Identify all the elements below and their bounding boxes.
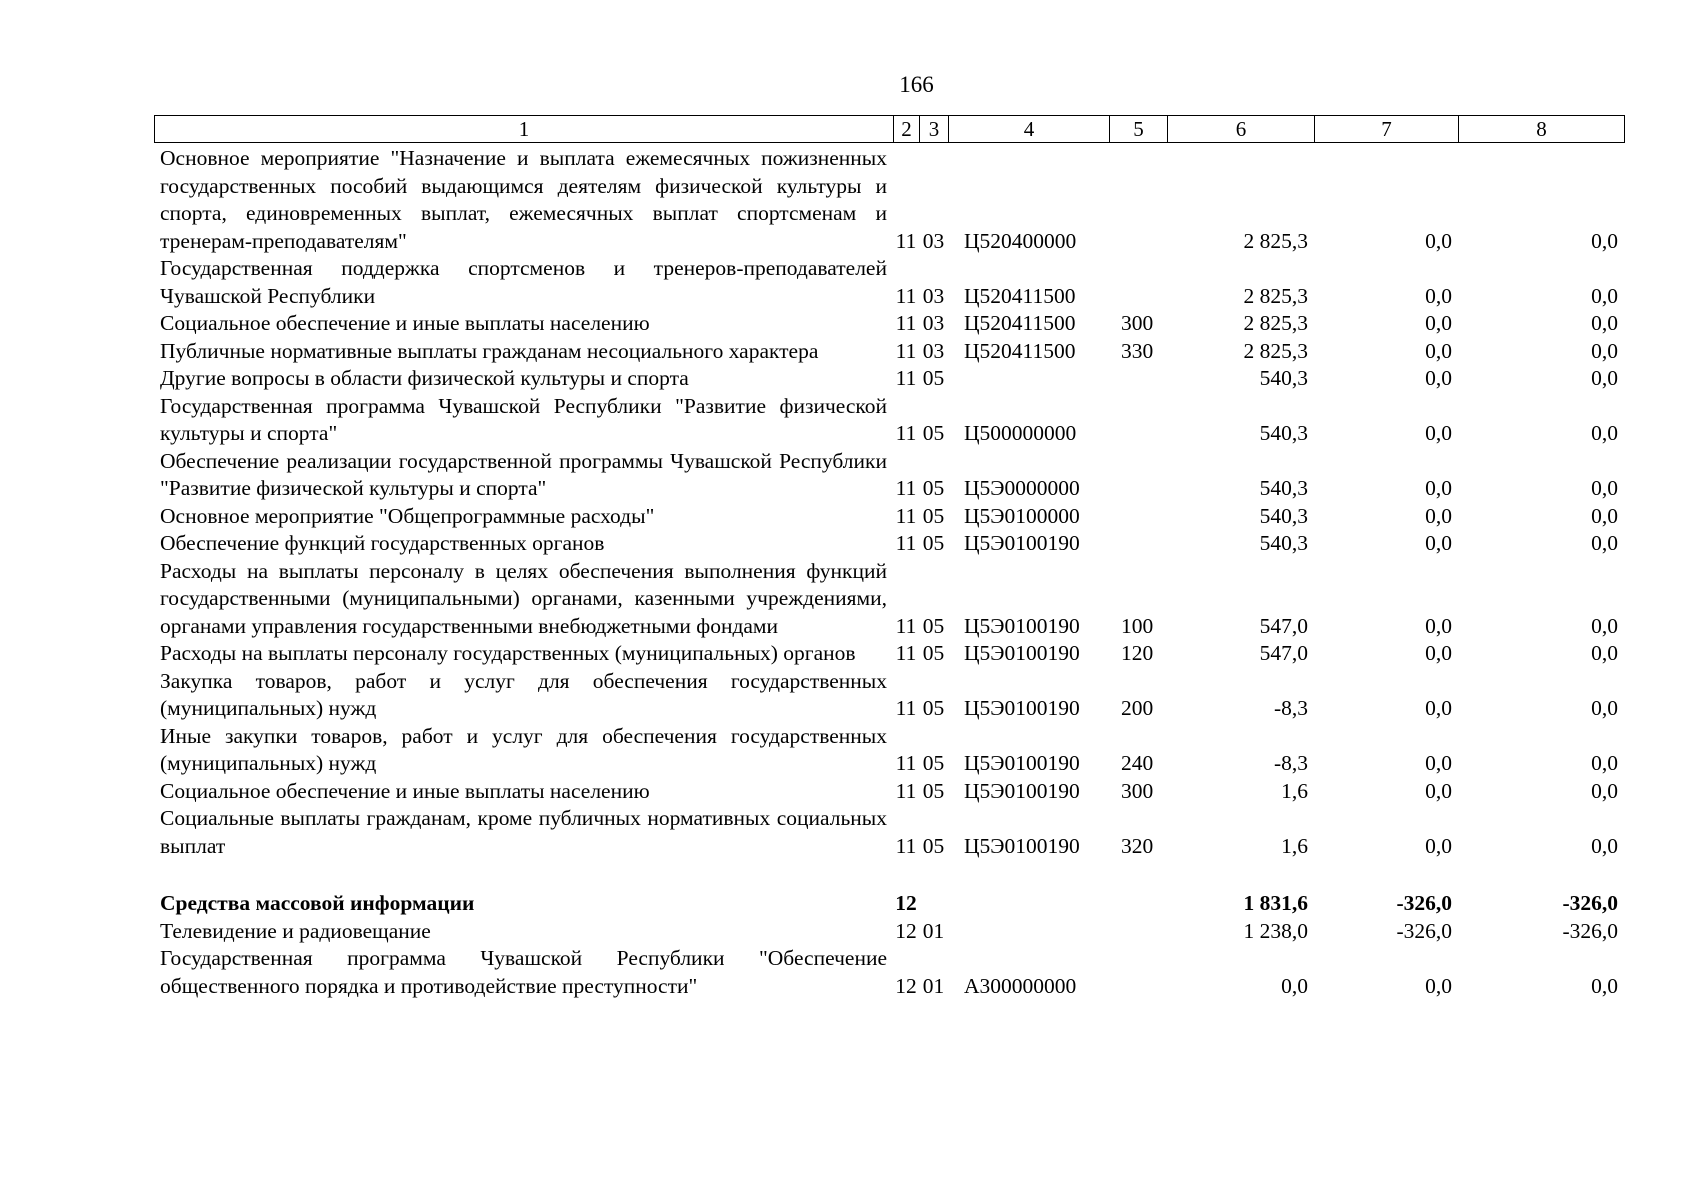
- row-expense-type: 300: [1121, 311, 1154, 335]
- row-value-col6: -8,3: [1273, 696, 1308, 720]
- row-subsection: 03: [922, 311, 945, 335]
- row-value-col7: 0,0: [1425, 973, 1452, 998]
- row-value-col6: -8,3: [1273, 751, 1308, 775]
- row-expense-type: [1109, 448, 1167, 503]
- row-value-col7: 0,0: [1425, 778, 1452, 803]
- row-section: 11: [895, 228, 917, 253]
- row-section: 12: [895, 973, 917, 998]
- row-target-code: Ц5Э0100190: [964, 641, 1080, 665]
- row-target-code: Ц500000000: [964, 421, 1077, 445]
- row-section: 11: [895, 421, 917, 445]
- column-header-8: 8: [1459, 116, 1625, 143]
- row-target-code: Ц520411500: [964, 338, 1076, 363]
- row-target-code: Ц520411500: [964, 283, 1076, 308]
- row-value-col6: 2 825,3: [1243, 283, 1308, 308]
- row-section: 11: [895, 366, 917, 390]
- row-name: Иные закупки товаров, работ и услуг для обеспечения государственных (муниципальных) нужд: [160, 723, 887, 775]
- page-number: 166: [899, 72, 934, 97]
- row-subsection: 05: [922, 613, 945, 638]
- column-header-2: 2: [894, 116, 920, 143]
- row-name: Расходы на выплаты персоналу государственных (муниципальных) органов: [160, 641, 856, 665]
- row-value-col6: 2 825,3: [1243, 311, 1308, 335]
- row-section: 11: [895, 476, 917, 500]
- row-value-col6: 540,3: [1259, 366, 1308, 390]
- row-section: 11: [895, 503, 917, 528]
- row-value-col8: 0,0: [1591, 338, 1618, 363]
- row-expense-type: [1109, 890, 1167, 918]
- column-header-5: 5: [1110, 116, 1168, 143]
- table-row: [154, 668, 1624, 723]
- row-name: Социальные выплаты гражданам, кроме публичных нормативных социальных выплат: [160, 806, 887, 858]
- row-value-col6: 540,3: [1259, 503, 1308, 528]
- row-value-col7: 0,0: [1425, 228, 1452, 253]
- row-name: Государственная программа Чувашской Республики "Обеспечение общественного порядка и противодействие преступности": [160, 946, 887, 998]
- row-name: Публичные нормативные выплаты гражданам несоциального характера: [160, 338, 819, 363]
- budget-table-body: [154, 145, 1624, 1000]
- row-name: Другие вопросы в области физической культуры и спорта: [160, 366, 689, 390]
- row-expense-type: 300: [1121, 778, 1154, 803]
- row-subsection: 01: [922, 973, 945, 998]
- row-section: 11: [895, 641, 917, 665]
- row-section: 12: [895, 918, 917, 943]
- row-expense-type: 330: [1121, 338, 1154, 363]
- row-value-col6: 540,3: [1259, 531, 1308, 555]
- row-value-col6: 547,0: [1259, 613, 1308, 638]
- row-value-col8: 0,0: [1591, 641, 1618, 665]
- row-subsection: 05: [922, 503, 945, 528]
- row-subsection: 03: [922, 283, 945, 308]
- row-expense-type: 100: [1121, 613, 1154, 638]
- row-value-col8: 0,0: [1591, 751, 1618, 775]
- table-row: [154, 945, 1624, 1000]
- row-value-col7: 0,0: [1425, 366, 1452, 390]
- row-target-code: А300000000: [964, 973, 1077, 998]
- row-expense-type: [1109, 530, 1167, 558]
- row-target-code: Ц5Э0100190: [964, 778, 1080, 803]
- row-value-col8: -326,0: [1562, 891, 1618, 915]
- table-row: [154, 530, 1624, 558]
- row-value-col6: 1,6: [1281, 778, 1308, 803]
- row-target-code: Ц520400000: [964, 228, 1077, 253]
- row-target-code: Ц520411500: [964, 311, 1076, 335]
- row-subsection: 01: [922, 918, 945, 943]
- row-target-code: Ц5Э0100190: [964, 751, 1080, 775]
- row-value-col7: 0,0: [1425, 338, 1452, 363]
- table-row: [154, 255, 1624, 310]
- row-name: Социальное обеспечение и иные выплаты населению: [160, 311, 650, 335]
- row-value-col8: 0,0: [1591, 311, 1618, 335]
- row-expense-type: [1109, 945, 1167, 1000]
- column-header-table: [154, 115, 1625, 143]
- row-target-code: Ц5Э0100190: [964, 613, 1080, 638]
- row-value-col8: 0,0: [1591, 531, 1618, 555]
- row-expense-type: 240: [1121, 751, 1154, 775]
- row-subsection: 05: [922, 476, 945, 500]
- row-expense-type: [1109, 918, 1167, 946]
- row-value-col6: 540,3: [1259, 421, 1308, 445]
- row-value-col8: -326,0: [1562, 918, 1618, 943]
- row-value-col7: 0,0: [1425, 311, 1452, 335]
- row-value-col8: 0,0: [1591, 778, 1618, 803]
- table-row: [154, 448, 1624, 503]
- table-row: [154, 310, 1624, 338]
- row-value-col6: 2 825,3: [1243, 228, 1308, 253]
- row-value-col7: 0,0: [1425, 751, 1452, 775]
- table-row: [154, 558, 1624, 641]
- row-value-col6: 1 238,0: [1243, 918, 1308, 943]
- section-spacer: [154, 860, 1624, 890]
- row-section: 11: [895, 751, 917, 775]
- row-target-code: [948, 365, 1109, 393]
- row-target-code: [948, 918, 1109, 946]
- row-subsection: [919, 890, 948, 918]
- row-value-col7: 0,0: [1425, 476, 1452, 500]
- row-value-col8: 0,0: [1591, 421, 1618, 445]
- column-header-6: 6: [1168, 116, 1315, 143]
- row-name: Основное мероприятие "Общепрограммные расходы": [160, 503, 655, 528]
- table-row: [154, 805, 1624, 860]
- table-row: [154, 640, 1624, 668]
- section-spacer-cell: [154, 860, 1624, 890]
- row-subsection: 05: [922, 641, 945, 665]
- row-section: 11: [895, 613, 917, 638]
- row-section: 11: [895, 833, 917, 858]
- row-expense-type: [1109, 255, 1167, 310]
- table-row: [154, 890, 1624, 918]
- row-subsection: 05: [922, 833, 945, 858]
- row-target-code: Ц5Э0100000: [964, 503, 1080, 528]
- row-name: Основное мероприятие "Назначение и выплата ежемесячных пожизненных государственных пособий выдающимся деятелям физической культуры и спорта, единовременных выплат, ежемесячных выплат спортсменам и тренерам-преподавателям": [160, 146, 887, 253]
- column-header-row: [155, 116, 1625, 143]
- row-name: Обеспечение функций государственных органов: [160, 531, 605, 555]
- row-target-code: Ц5Э0000000: [964, 476, 1080, 500]
- row-expense-type: [1109, 365, 1167, 393]
- row-subsection: 05: [922, 751, 945, 775]
- row-value-col8: 0,0: [1591, 973, 1618, 998]
- row-subsection: 05: [922, 531, 945, 555]
- row-name: Закупка товаров, работ и услуг для обеспечения государственных (муниципальных) нужд: [160, 668, 887, 720]
- row-name: Социальное обеспечение и иные выплаты населению: [160, 778, 650, 803]
- row-subsection: 05: [922, 366, 945, 390]
- table-row: [154, 338, 1624, 366]
- row-value-col8: 0,0: [1591, 476, 1618, 500]
- column-header-1: 1: [155, 116, 894, 143]
- row-subsection: 03: [922, 338, 945, 363]
- row-value-col6: 0,0: [1281, 973, 1308, 998]
- budget-table: [154, 145, 1624, 1000]
- row-value-col7: 0,0: [1425, 833, 1452, 858]
- table-row: [154, 393, 1624, 448]
- row-name: Телевидение и радиовещание: [160, 918, 431, 943]
- table-row: [154, 778, 1624, 806]
- row-name: Обеспечение реализации государственной программы Чувашской Республики "Развитие физической культуры и спорта": [160, 448, 887, 500]
- row-section: 11: [895, 338, 917, 363]
- column-header-3: 3: [920, 116, 949, 143]
- row-value-col7: 0,0: [1425, 641, 1452, 665]
- row-value-col7: 0,0: [1425, 531, 1452, 555]
- row-subsection: 03: [922, 228, 945, 253]
- row-value-col6: 1 831,6: [1243, 891, 1308, 915]
- row-value-col8: 0,0: [1591, 613, 1618, 638]
- row-value-col8: 0,0: [1591, 283, 1618, 308]
- row-subsection: 05: [922, 421, 945, 445]
- row-expense-type: 200: [1121, 696, 1154, 720]
- row-value-col7: -326,0: [1396, 918, 1452, 943]
- row-value-col6: 547,0: [1259, 641, 1308, 665]
- row-target-code: Ц5Э0100190: [964, 531, 1080, 555]
- row-expense-type: 320: [1121, 833, 1154, 858]
- row-subsection: 05: [922, 696, 945, 720]
- row-expense-type: [1109, 145, 1167, 255]
- row-value-col8: 0,0: [1591, 833, 1618, 858]
- row-value-col7: 0,0: [1425, 696, 1452, 720]
- row-subsection: 05: [922, 778, 945, 803]
- row-expense-type: [1109, 503, 1167, 531]
- row-value-col7: 0,0: [1425, 421, 1452, 445]
- table-row: [154, 145, 1624, 255]
- row-section: 11: [895, 778, 917, 803]
- row-value-col8: 0,0: [1591, 696, 1618, 720]
- row-target-code: Ц5Э0100190: [964, 696, 1080, 720]
- table-row: [154, 365, 1624, 393]
- table-row: [154, 723, 1624, 778]
- row-value-col8: 0,0: [1591, 366, 1618, 390]
- row-value-col8: 0,0: [1591, 503, 1618, 528]
- row-value-col8: 0,0: [1591, 228, 1618, 253]
- row-section: 11: [895, 696, 917, 720]
- row-target-code: Ц5Э0100190: [964, 833, 1080, 858]
- row-section: 11: [895, 283, 917, 308]
- row-value-col6: 540,3: [1259, 476, 1308, 500]
- row-target-code: [948, 890, 1109, 918]
- row-value-col7: 0,0: [1425, 613, 1452, 638]
- row-name: Государственная программа Чувашской Республики "Развитие физической культуры и спорта": [160, 393, 887, 445]
- column-header-7: 7: [1315, 116, 1459, 143]
- row-name: Расходы на выплаты персоналу в целях обеспечения выполнения функций государственными (муниципальными) органами, казенными учреждениями, органами управления государственными внебюджетными фондами: [160, 558, 887, 638]
- column-header-4: 4: [949, 116, 1110, 143]
- row-name: Средства массовой информации: [160, 891, 475, 915]
- row-name: Государственная поддержка спортсменов и тренеров-преподавателей Чувашской Республики: [160, 256, 887, 308]
- row-expense-type: 120: [1121, 641, 1154, 665]
- row-value-col7: 0,0: [1425, 283, 1452, 308]
- row-section: 11: [895, 311, 917, 335]
- table-row: [154, 918, 1624, 946]
- row-value-col6: 2 825,3: [1243, 338, 1308, 363]
- table-row: [154, 503, 1624, 531]
- row-section: 12: [895, 891, 917, 915]
- row-expense-type: [1109, 393, 1167, 448]
- row-value-col7: 0,0: [1425, 503, 1452, 528]
- row-section: 11: [895, 531, 917, 555]
- row-value-col7: -326,0: [1396, 891, 1452, 915]
- row-value-col6: 1,6: [1281, 833, 1308, 858]
